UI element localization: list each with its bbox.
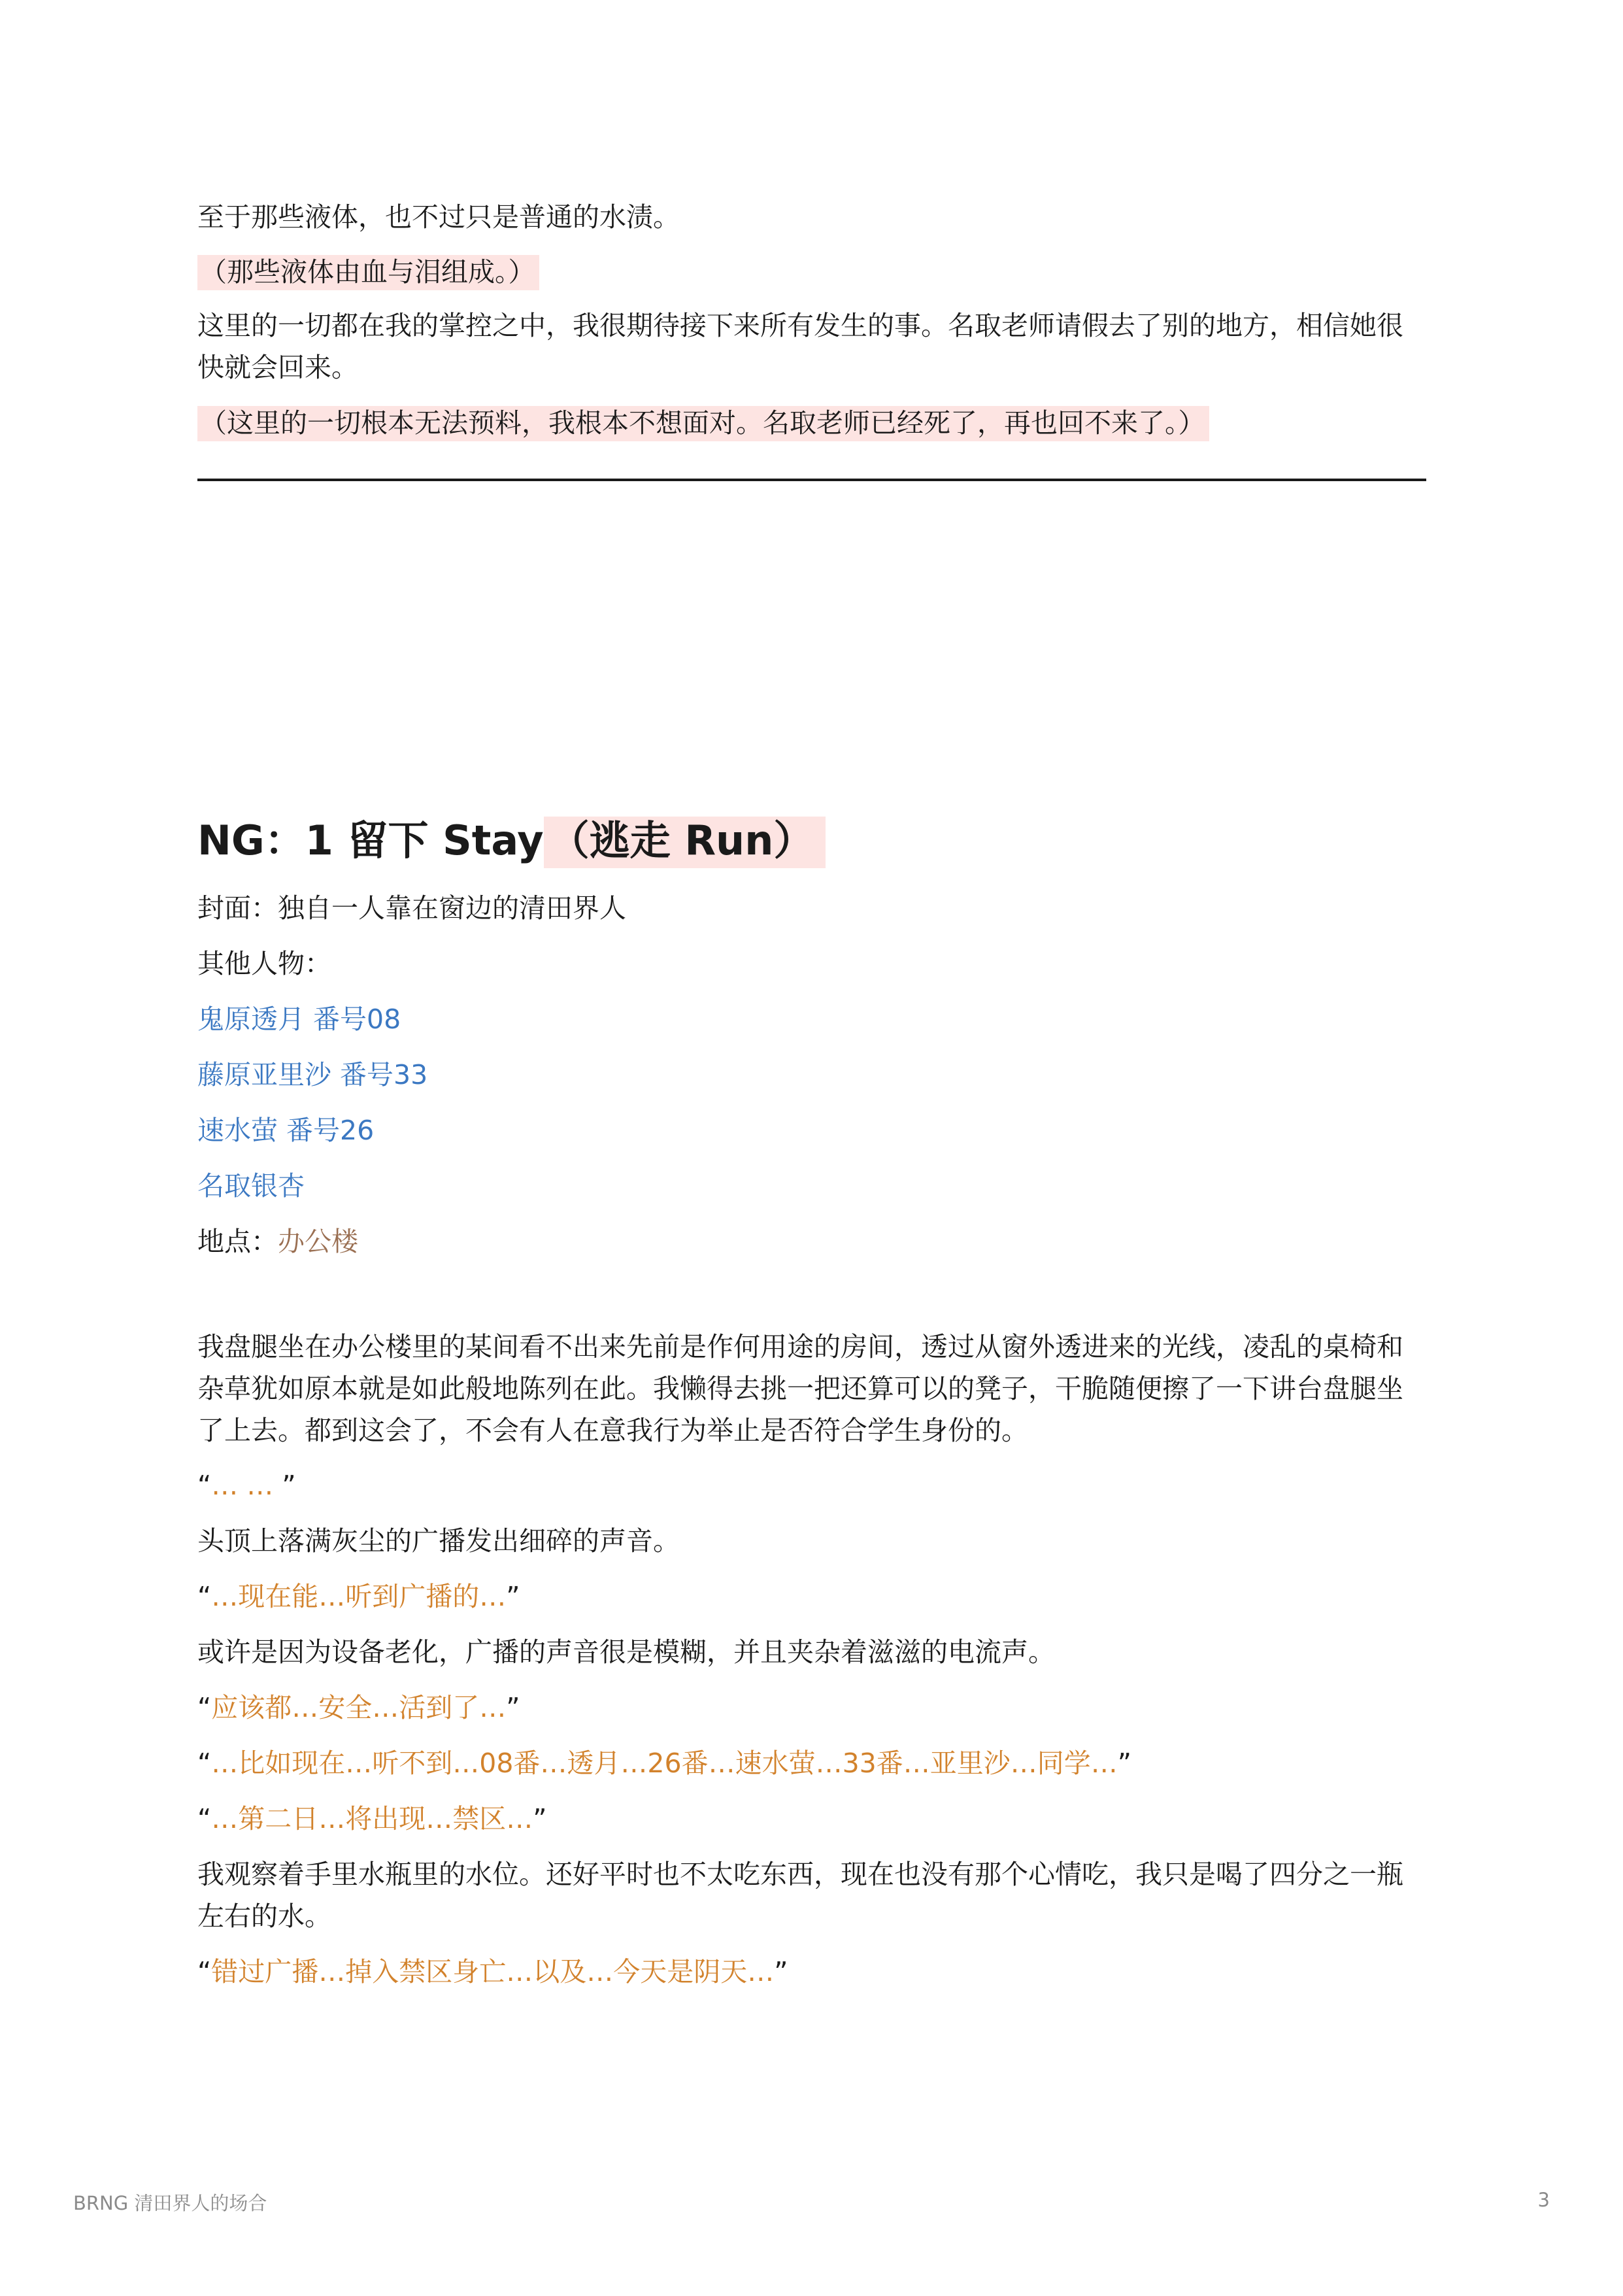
- broadcast-quote: [197, 1798, 1426, 1840]
- quote-open: “: [197, 1803, 212, 1834]
- quote-text: …比如现在…听不到…08番…透月…26番…速水萤…33番…亚里沙…同学…: [211, 1747, 1118, 1779]
- quote-text: 错过广播…掉入禁区身亡…以及…今天是阴天…: [211, 1956, 775, 1987]
- quote-open: “: [197, 1692, 212, 1723]
- broadcast-quote: [197, 1742, 1426, 1784]
- quote-text: … …: [211, 1470, 282, 1501]
- story-paragraph: 我盘腿坐在办公楼里的某间看不出来先前是作何用途的房间，透过从窗外透进来的光线，凌乱的桌椅和杂草犹如原本就是如此般地陈列在此。我懒得去挑一把还算可以的凳子，干脆随便擦了一下讲台盘腿坐了上去。都到这会了，不会有人在意我行为举止是否符合学生身份的。: [197, 1331, 1403, 1446]
- character-item: 名取银杏: [197, 1170, 305, 1202]
- quote-text: 应该都…安全…活到了…: [211, 1692, 507, 1723]
- story-paragraph: 或许是因为设备老化，广播的声音很是模糊，并且夹杂着滋滋的电流声。: [197, 1636, 1055, 1668]
- paragraph-water-stains: 至于那些液体，也不过只是普通的水渍。: [197, 201, 680, 233]
- highlighted-note: （这里的一切根本无法预料，我根本不想面对。名取老师已经死了，再也回不来了。）: [197, 406, 1209, 441]
- quote-open: “: [197, 1581, 212, 1612]
- quote-open: “: [197, 1470, 212, 1501]
- quote-close: ”: [282, 1470, 296, 1501]
- quote-text: …第二日…将出现…禁区…: [211, 1803, 533, 1834]
- story-paragraph: 我观察着手里水瓶里的水位。还好平时也不太吃东西，现在也没有那个心情吃，我只是喝了四分之一瓶左右的水。: [197, 1859, 1403, 1932]
- location-label: 地点：: [197, 1226, 278, 1257]
- story-paragraph: 头顶上落满灰尘的广播发出细碎的声音。: [197, 1525, 680, 1557]
- chapter-title-alt: （逃走 Run）: [544, 817, 826, 868]
- highlighted-note: （那些液体由血与泪组成。）: [197, 255, 539, 290]
- paragraph-note-blood-tears: [197, 251, 1426, 293]
- paragraph-note-truth: [197, 402, 1426, 444]
- quote-close: ”: [506, 1692, 520, 1723]
- paragraph-control: 这里的一切都在我的掌控之中，我很期待接下来所有发生的事。名取老师请假去了别的地方，相信她很快就会回来。: [197, 310, 1403, 383]
- footer-document-title: BRNG 清田界人的场合: [73, 2192, 267, 2214]
- chapter-title-main: NG：1 留下 Stay: [197, 817, 544, 864]
- location-value: 办公楼: [278, 1226, 358, 1257]
- other-characters-label: 其他人物：: [197, 948, 331, 979]
- location-line: [197, 1221, 1426, 1262]
- quote-close: ”: [506, 1581, 520, 1612]
- quote-close: ”: [533, 1803, 547, 1834]
- character-item: 藤原亚里沙 番号33: [197, 1059, 428, 1090]
- broadcast-quote: [197, 1951, 1426, 1993]
- cover-line: 封面：独自一人靠在窗边的清田界人: [197, 892, 626, 924]
- quote-close: ”: [774, 1956, 788, 1987]
- character-item: 鬼原透月 番号08: [197, 1004, 401, 1035]
- quote-close: ”: [1117, 1747, 1132, 1779]
- character-item: 速水萤 番号26: [197, 1115, 375, 1146]
- footer-page-number: 3: [1537, 2189, 1550, 2211]
- quote-text: …现在能…听到广播的…: [211, 1581, 507, 1612]
- broadcast-quote: [197, 1576, 1426, 1617]
- quote-open: “: [197, 1956, 212, 1987]
- broadcast-quote: [197, 1687, 1426, 1729]
- quote-open: “: [197, 1747, 212, 1779]
- chapter-heading: [197, 813, 826, 868]
- broadcast-quote: [197, 1464, 1426, 1506]
- horizontal-divider: [197, 479, 1426, 481]
